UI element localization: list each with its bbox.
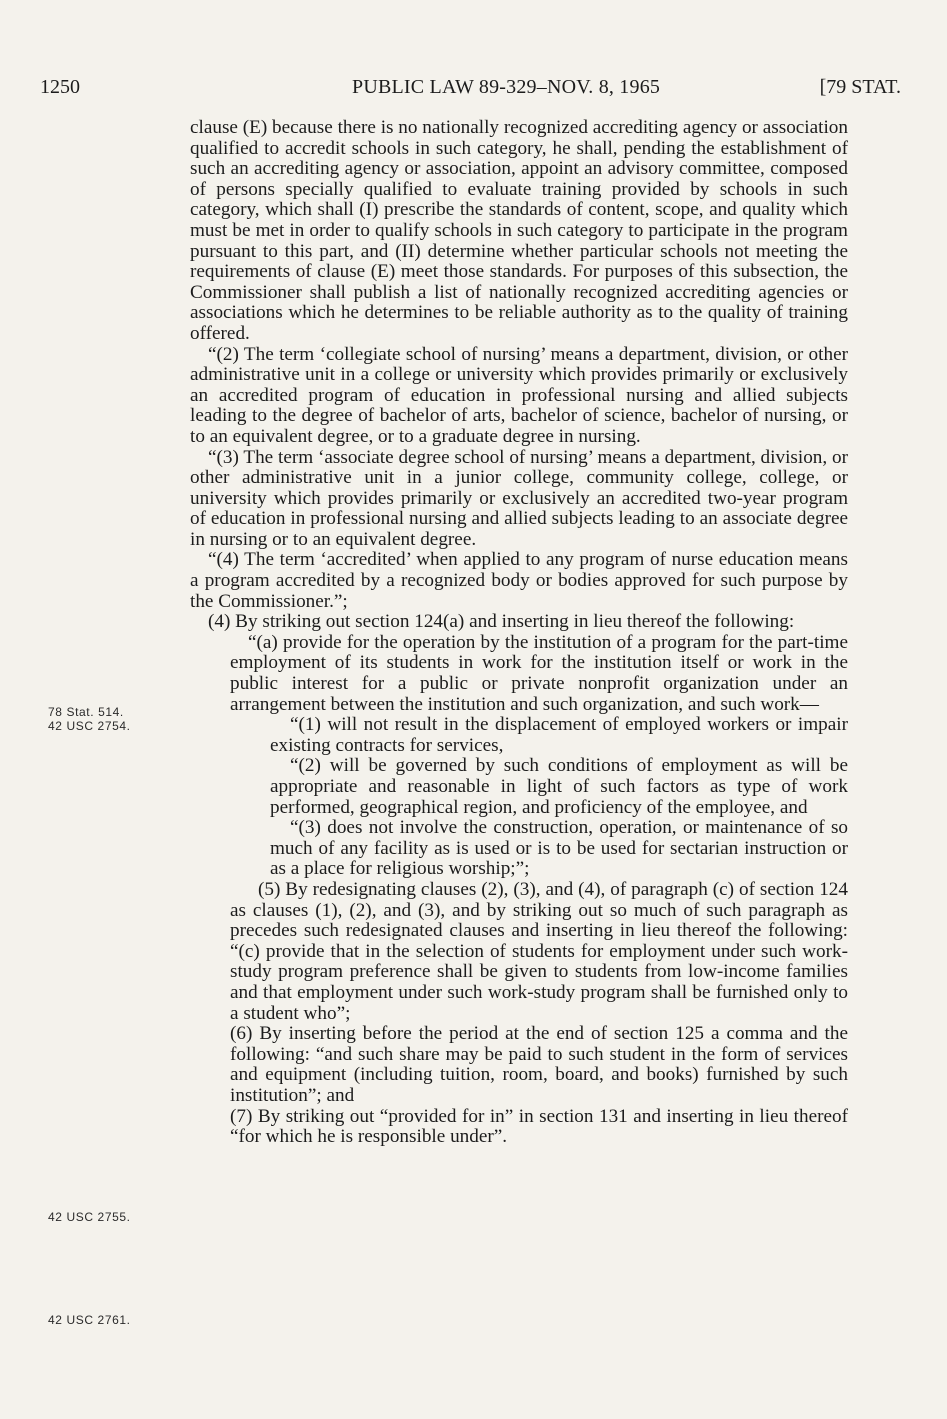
paragraph-accredited-definition: “(4) The term ‘accredited’ when applied to any program of nurse education means a program accredited by a recognized body or bodies approved for such purpose by the Commissioner.”; [190,549,848,612]
statute-text [190,118,848,1148]
paragraph-associate-degree-school: “(3) The term ‘associate degree school of nursing’ means a department, division, or other administrative unit in a junior college, community college, college, or university which provides primarily or exclusively an accredited two-year program of education in professional nursing and allied subjects leading to an associate degree in nursing or to an equivalent degree. [190,446,848,550]
margin-note-42-usc-2755: 42 USC 2755. [48,1210,131,1224]
volume-reference: [79 STAT. [819,76,901,98]
inserted-clause-a: “(a) provide for the operation by the institution of a program for the part-time employment of its students in work for the institution itself or work in the public interest for a public or private nonprofit organization under an arrangement between the institution and such organization, and such work— [230,631,848,715]
inserted-subclause-3: “(3) does not involve the construction, operation, or maintenance of so much of any facility as is used or is to be used for sectarian instruction or as a place for religious worship;”; [270,817,848,880]
amendment-7-section-131: (7) By striking out “provided for in” in section 131 and inserting in lieu thereof “for which he is responsible under”. [230,1105,848,1148]
inserted-subclause-2: “(2) will be governed by such conditions of employment as will be appropriate and reasonable in light of such factors as type of work performed, geographical region, and proficiency of the employee, and [270,755,848,818]
margin-note-42-usc-2754: 42 USC 2754. [48,719,131,733]
margin-note-42-usc-2761: 42 USC 2761. [48,1313,131,1327]
amendment-4-section-124a: (4) By striking out section 124(a) and inserting in lieu thereof the following: [208,611,795,633]
paragraph-clause-e-continuation: clause (E) because there is no nationally recognized accrediting agency or association qualified to accredit schools in such category, he shall, pending the establishment of such an accrediting agency or association, appoint an advisory committee, composed of persons specially qualified to evaluate training provided by schools in such category, which shall (I) prescribe the standards of content, scope, and quality which must be met in order to qualify schools in such category to participate in the program pursuant to this part, and (II) determine whether particular schools not meeting the requirements of clause (E) meet those standards. For purposes of this subsection, the Commissioner shall publish a list of nationally recognized accrediting agencies or associations which he determines to be reliable authority as to the quality of training offered. [190,117,848,344]
inserted-subclause-1: “(1) will not result in the displacement of employed workers or impair existing contracts for services, [270,714,848,756]
amendment-5-redesignating-clauses: (5) By redesignating clauses (2), (3), and (4), of paragraph (c) of section 124 as clauses (1), (2), and (3), and by striking out so much of such paragraph as precedes such redesignated clauses and inserting in lieu thereof the following: “(c) provide that in the selection of students for employment under such work-study program preference shall be given to students from low-income families and that employment under such work-study program shall be furnished only to a student who”; [230,878,848,1024]
amendment-6-section-125: (6) By inserting before the period at the end of section 125 a comma and the following: “and such share may be paid to such student in the form of services and equipment (including tuition, room, board, and books) furnished by such institution”; and [230,1023,848,1106]
margin-note-78-stat-514: 78 Stat. 514. [48,705,124,719]
paragraph-collegiate-school-of-nursing: “(2) The term ‘collegiate school of nursing’ means a department, division, or other administrative unit in a college or university which provides primarily or exclusively an accredited program of education in professional nursing and allied subjects leading to the degree of bachelor of arts, bachelor of science, bachelor of nursing, or to an equivalent degree, or to a graduate degree in nursing. [190,343,848,447]
page-header [0,76,947,108]
running-head: PUBLIC LAW 89-329–NOV. 8, 1965 [352,76,661,98]
page-number: 1250 [40,76,80,98]
